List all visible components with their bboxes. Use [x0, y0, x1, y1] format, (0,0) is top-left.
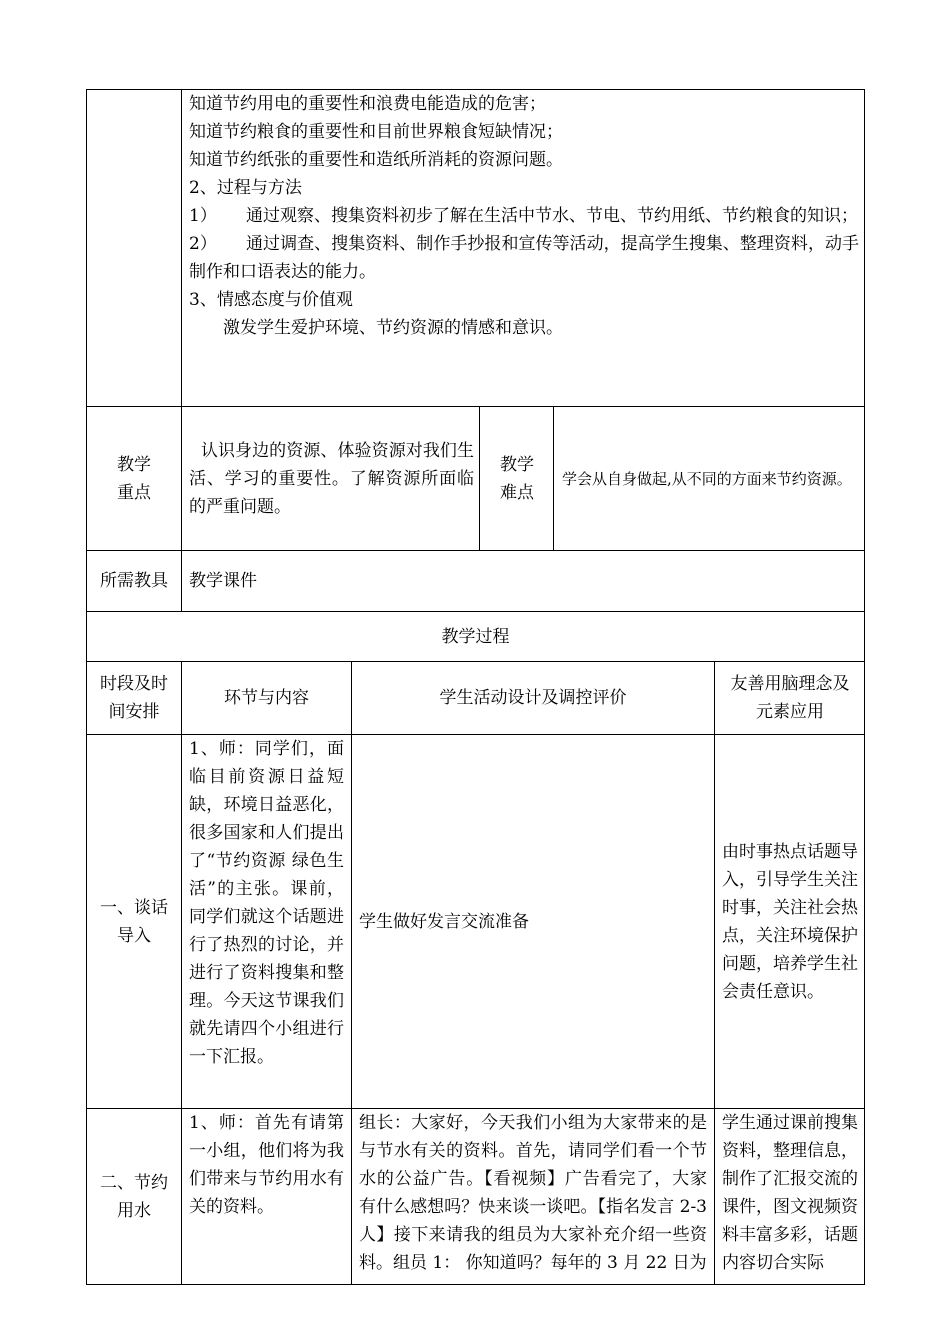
key-points-label: 教学重点 — [117, 454, 151, 503]
col-divider — [181, 661, 182, 1285]
content-cell: 1、师：首先有请第一小组，他们将为我们带来与节约用水有关的资料。 — [189, 1113, 344, 1217]
stage-cell: 二、节约用水 — [100, 1172, 168, 1221]
difficulty-label: 教学难点 — [500, 454, 534, 503]
table-border-right — [864, 89, 865, 1285]
activity-cell: 学生做好发言交流准备 — [359, 911, 529, 932]
key-points-text: 认识身边的资源、体验资源对我们生活、学习的重要性。了解资源所面临的严重问题。 — [189, 440, 474, 517]
col-divider — [553, 406, 554, 551]
header-activity: 学生活动设计及调控评价 — [439, 688, 627, 708]
table-border-left — [86, 89, 87, 1285]
difficulty-text-cell — [562, 407, 858, 550]
item-text: 通过观察、搜集资料初步了解在生活中节水、节电、节约用纸、节约粮食的知识； — [246, 206, 858, 226]
col-divider — [181, 89, 182, 612]
header-concept: 友善用脑理念及元素应用 — [730, 674, 850, 722]
method-item-2 — [189, 230, 859, 286]
header-stage: 时段及时间安排 — [100, 674, 168, 722]
item-text: 通过调查、搜集资料、制作手抄报和宣传等活动，提高学生搜集、整理资料，动手制作和口语表达的能力。 — [189, 234, 859, 282]
concept-cell: 学生通过课前搜集资料，整理信息，制作了汇报交流的课件，图文视频资料丰富多彩，话题内容切合实际 — [722, 1113, 858, 1273]
section-heading: 2、过程与方法 — [189, 178, 302, 198]
content-cell: 1、师：同学们，面临目前资源日益短缺，环境日益恶化，很多国家和人们提出了“节约资源 绿色生活”的主张。课前，同学们就这个话题进行了热烈的讨论，并进行了资料搜集和整理。今天这节课我们就先请四个小组进行一下汇报。 — [189, 739, 344, 1067]
key-points-text-cell — [189, 407, 474, 550]
objective-line: 知道节约纸张的重要性和造纸所消耗的资源问题。 — [189, 150, 563, 170]
item-marker: 2） — [189, 234, 217, 254]
activity-cell: 组长：大家好，今天我们小组为大家带来的是与节水有关的资料。首先，请同学们看一个节水的公益广告。【看视频】广告看完了，大家有什么感想吗？快来谈一谈吧。【指名发言 2-3 人】接下来请我的组员为大家补充介绍一些资料。组员 1： 你知道吗？每年的 3 月 22 日为 — [359, 1113, 707, 1273]
method-item-1 — [189, 202, 859, 230]
table-border-bottom — [86, 1284, 865, 1285]
item-marker: 1） — [189, 206, 217, 226]
difficulty-text: 学会从自身做起,从不同的方面来节约资源。 — [562, 469, 852, 488]
materials-label: 所需教具 — [100, 571, 168, 591]
objective-line: 知道节约粮食的重要性和目前世界粮食短缺情况； — [189, 122, 563, 142]
header-content: 环节与内容 — [224, 688, 309, 708]
objective-line: 知道节约用电的重要性和浪费电能造成的危害； — [189, 94, 546, 114]
objectives-cell — [189, 90, 859, 342]
section-heading: 3、情感态度与价值观 — [189, 290, 353, 310]
col-divider — [479, 406, 480, 551]
col-divider — [714, 661, 715, 1285]
stage-cell: 一、谈话导入 — [100, 897, 168, 946]
concept-cell: 由时事热点话题导入，引导学生关注时事，关注社会热点，关注环境保护问题，培养学生社会责任意识。 — [722, 841, 858, 1002]
process-title: 教学过程 — [441, 626, 510, 647]
col-divider — [351, 661, 352, 1285]
materials-value: 教学课件 — [189, 571, 257, 591]
section-text: 激发学生爱护环境、节约资源的情感和意识。 — [223, 318, 563, 338]
